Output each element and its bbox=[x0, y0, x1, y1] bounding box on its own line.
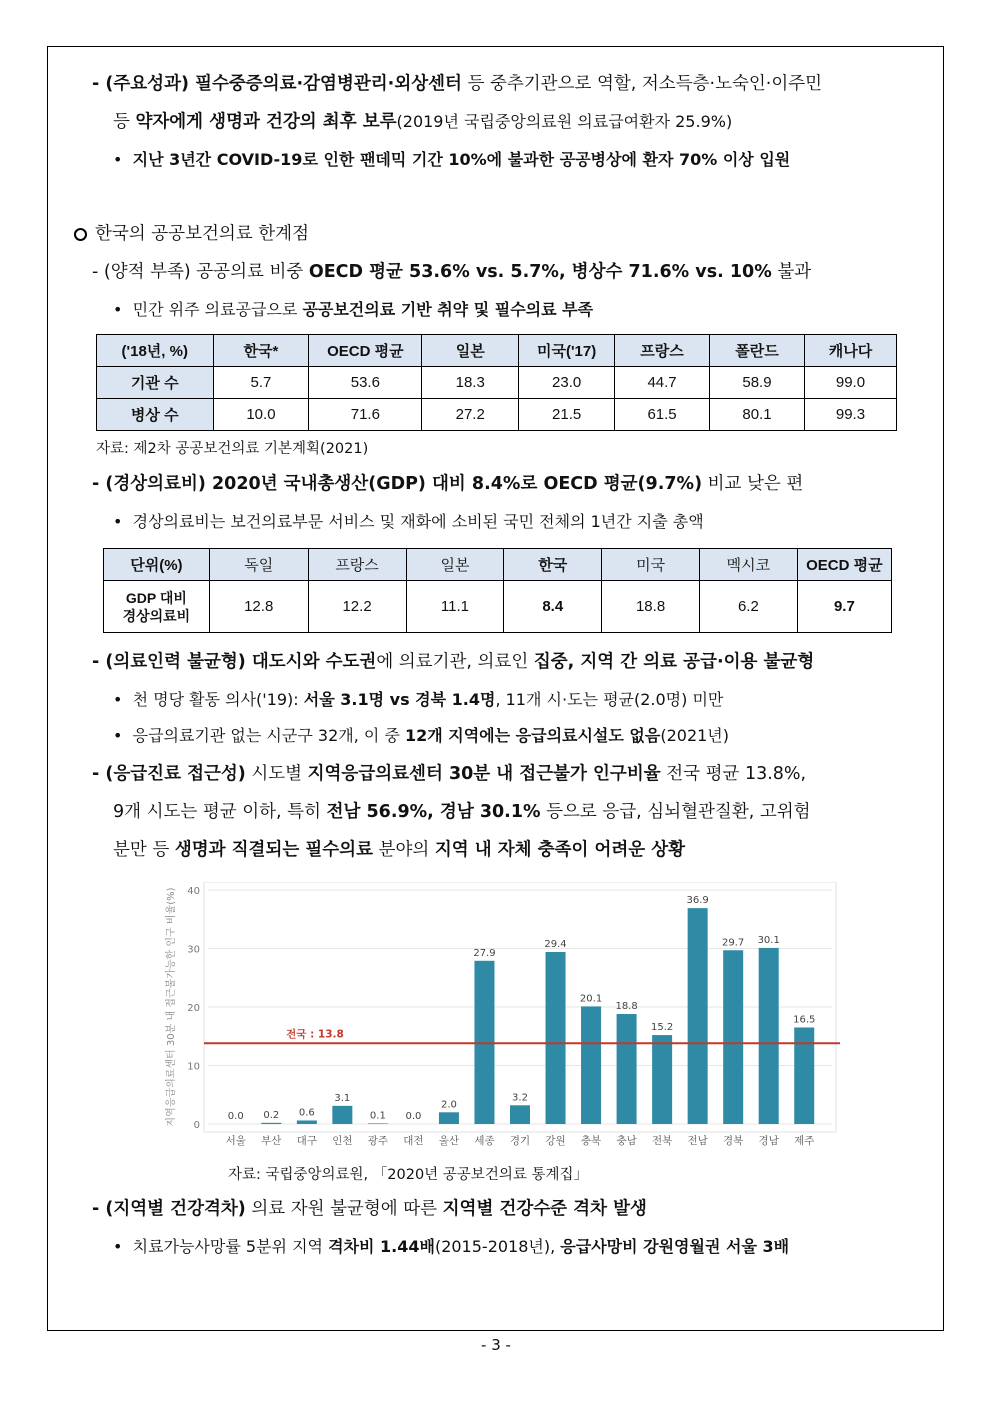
s5-line2: 9개 시도는 평균 이하, 특히 전남 56.9%, 경남 30.1% 등으로 응급, 심뇌혈관질환, 고위험 bbox=[113, 802, 811, 822]
data-label: 0.2 bbox=[263, 1109, 280, 1121]
data-label: 27.9 bbox=[473, 947, 496, 959]
table-health-expenditure bbox=[103, 548, 892, 633]
x-tick-label: 경남 bbox=[758, 1135, 779, 1147]
table1-header: 한국* bbox=[213, 335, 309, 367]
s6-line1: - (지역별 건강격차) 의료 자원 불균형에 따른 지역별 건강수준 격차 발생 bbox=[92, 1199, 647, 1219]
s6-bullet: • 치료가능사망률 5분위 지역 격차비 1.44배(2015-2018년), 응급사망비 강원영월권 서울 3배 bbox=[113, 1237, 790, 1256]
table-row: GDP 대비 경상의료비 12.8 12.2 11.1 8.4 18.8 6.2 9.7 bbox=[104, 581, 892, 633]
table1-header: 프랑스 bbox=[615, 335, 710, 367]
bar bbox=[652, 1035, 672, 1124]
bar bbox=[368, 1123, 388, 1124]
x-tick-label: 대구 bbox=[296, 1135, 317, 1147]
x-tick-label: 세종 bbox=[474, 1135, 495, 1147]
chart-source: 자료: 국립중앙의료원, 「2020년 공공보건의료 통계집」 bbox=[228, 1167, 588, 1183]
bar bbox=[261, 1123, 281, 1124]
x-tick-label: 부산 bbox=[261, 1135, 282, 1147]
x-tick-label: 인천 bbox=[332, 1135, 353, 1147]
s4-bullet1: • 천 명당 활동 의사('19): 서울 3.1명 vs 경북 1.4명, 11개 시·도는 평균(2.0명) 미만 bbox=[113, 690, 724, 709]
data-label: 0.0 bbox=[405, 1111, 422, 1122]
y-tick-label: 10 bbox=[187, 1061, 200, 1073]
table2-header: 미국 bbox=[602, 549, 700, 581]
bar bbox=[546, 952, 566, 1124]
data-label: 3.2 bbox=[512, 1092, 528, 1104]
data-label: 36.9 bbox=[686, 895, 709, 907]
data-label: 3.1 bbox=[334, 1092, 351, 1104]
data-label: 18.8 bbox=[615, 1001, 638, 1013]
x-tick-label: 광주 bbox=[367, 1135, 389, 1147]
section-heading: 한국의 공공보건의료 한계점 bbox=[74, 222, 309, 246]
x-tick-label: 충북 bbox=[580, 1135, 602, 1147]
data-label: 30.1 bbox=[757, 934, 780, 946]
s5-line1: - (응급진료 접근성) 시도별 지역응급의료센터 30분 내 접근불가 인구비율 전국 평균 13.8%, bbox=[92, 764, 807, 784]
data-label: 0.0 bbox=[227, 1111, 244, 1122]
table2-header: 한국 bbox=[504, 549, 602, 581]
table-row: 기관 수 5.7 53.6 18.3 23.0 44.7 58.9 99.0 bbox=[97, 367, 897, 399]
bar bbox=[581, 1006, 601, 1124]
table2-header: 멕시코 bbox=[700, 549, 798, 581]
x-tick-label: 대전 bbox=[403, 1135, 424, 1147]
table2-header: 일본 bbox=[406, 549, 504, 581]
x-tick-label: 제주 bbox=[794, 1135, 815, 1147]
x-tick-label: 울산 bbox=[438, 1135, 460, 1147]
data-label: 0.1 bbox=[369, 1110, 386, 1122]
data-label: 15.2 bbox=[650, 1022, 674, 1034]
y-tick-label: 0 bbox=[193, 1120, 200, 1131]
table2-header: OECD 평균 bbox=[797, 549, 891, 581]
data-label: 20.1 bbox=[579, 993, 603, 1005]
x-tick-label: 전남 bbox=[687, 1135, 708, 1147]
bar bbox=[617, 1014, 637, 1124]
emergency-access-chart bbox=[160, 882, 842, 1162]
s3-line1: - (경상의료비) 2020년 국내총생산(GDP) 대비 8.4%로 OECD 평균(9.7%) 비교 낮은 편 bbox=[92, 474, 804, 494]
x-tick-label: 경기 bbox=[509, 1135, 531, 1147]
reference-line-label: 전국 : 13.8 bbox=[286, 1028, 344, 1041]
x-tick-label: 강원 bbox=[545, 1135, 566, 1147]
s2-bullet: • 민간 위주 의료공급으로 공공보건의료 기반 취약 및 필수의료 부족 bbox=[113, 300, 594, 319]
y-tick-label: 40 bbox=[187, 886, 200, 897]
table1-header: OECD 평균 bbox=[309, 335, 422, 367]
data-label: 16.5 bbox=[793, 1014, 816, 1026]
table1-header: ('18년, %) bbox=[97, 335, 214, 367]
x-tick-label: 전북 bbox=[651, 1135, 673, 1147]
bar bbox=[297, 1120, 317, 1124]
x-tick-label: 서울 bbox=[225, 1135, 246, 1147]
data-label: 29.4 bbox=[544, 939, 567, 951]
s2-line1: - (양적 부족) 공공의료 비중 OECD 평균 53.6% vs. 5.7%, 병상수 71.6% vs. 10% 불과 bbox=[92, 262, 812, 282]
table-row: 병상 수 10.0 71.6 27.2 21.5 61.5 80.1 99.3 bbox=[97, 399, 897, 431]
table-public-ratio bbox=[96, 334, 897, 431]
s5-line3: 분만 등 생명과 직결되는 필수의료 분야의 지역 내 자체 충족이 어려운 상황 bbox=[113, 840, 686, 860]
table2-header: 독일 bbox=[209, 549, 308, 581]
table1-source: 자료: 제2차 공공보건의료 기본계획(2021) bbox=[96, 441, 369, 457]
s4-bullet2: • 응급의료기관 없는 시군구 32개, 이 중 12개 지역에는 응급의료시설도 없음(2021년) bbox=[113, 726, 730, 745]
table1-header: 미국('17) bbox=[519, 335, 615, 367]
x-tick-label: 충남 bbox=[616, 1135, 637, 1147]
s1-line1: - (주요성과) 필수중증의료·감염병관리·외상센터 등 중추기관으로 역할, 저소득층·노숙인·이주민 bbox=[92, 74, 823, 94]
circle-bullet-icon bbox=[74, 228, 87, 241]
table1-header: 폴란드 bbox=[710, 335, 805, 367]
s1-line2: 등 약자에게 생명과 건강의 최후 보루(2019년 국립중앙의료원 의료급여환자 25.9%) bbox=[113, 112, 733, 132]
bar bbox=[723, 950, 743, 1124]
y-axis-label: 지역응급의료센터 30분 내 접근불가능한 인구 비율(%) bbox=[166, 887, 177, 1127]
data-label: 0.6 bbox=[298, 1107, 315, 1119]
table1-header: 캐나다 bbox=[804, 335, 896, 367]
bar bbox=[439, 1112, 459, 1124]
data-label: 2.0 bbox=[440, 1099, 457, 1111]
s4-line1: - (의료인력 불균형) 대도시와 수도권에 의료기관, 의료인 집중, 지역 간 의료 공급·이용 불균형 bbox=[92, 652, 815, 672]
y-tick-label: 30 bbox=[187, 944, 200, 956]
table1-header: 일본 bbox=[422, 335, 519, 367]
y-tick-label: 20 bbox=[187, 1003, 200, 1014]
s1-bullet: • 지난 3년간 COVID-19로 인한 팬데믹 기간 10%에 불과한 공공병상에 환자 70% 이상 입원 bbox=[113, 150, 791, 169]
x-tick-label: 경북 bbox=[723, 1135, 744, 1147]
table2-header: 프랑스 bbox=[308, 549, 406, 581]
bar bbox=[759, 948, 779, 1124]
page-number: - 3 - bbox=[481, 1336, 511, 1354]
data-label: 29.7 bbox=[722, 937, 745, 949]
bar bbox=[510, 1105, 530, 1124]
bar bbox=[332, 1106, 352, 1124]
chart-svg bbox=[160, 882, 842, 1162]
s3-bullet: • 경상의료비는 보건의료부문 서비스 및 재화에 소비된 국민 전체의 1년간 지출 총액 bbox=[113, 512, 704, 531]
table2-header: 단위(%) bbox=[104, 549, 210, 581]
bar bbox=[794, 1027, 814, 1124]
bar bbox=[688, 908, 708, 1124]
